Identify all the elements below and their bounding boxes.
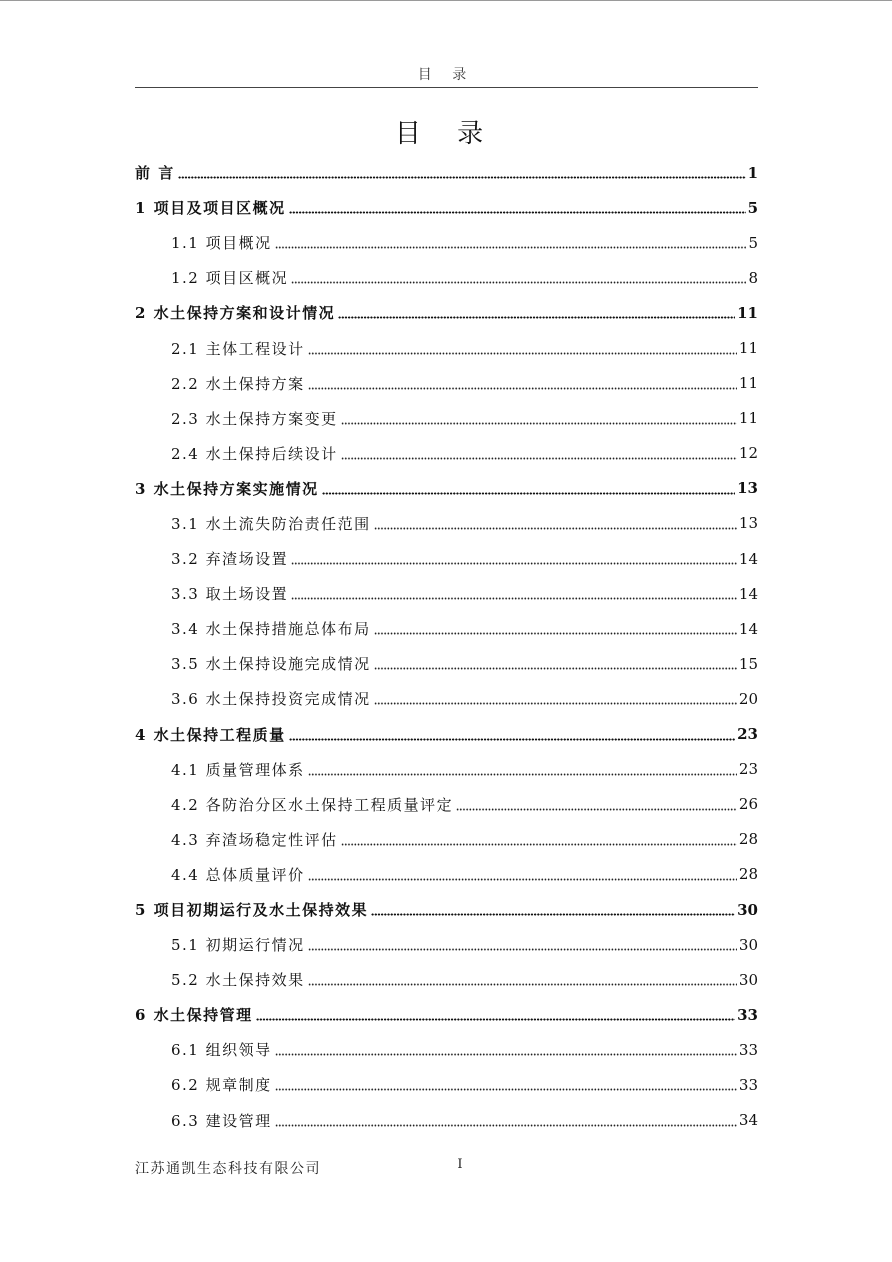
toc-dot-leader xyxy=(178,165,746,180)
page-title: 目 录 xyxy=(394,119,498,149)
toc-entry-label: 2.2 水土保持方案 xyxy=(171,374,305,393)
toc-section-entry[interactable] xyxy=(135,401,758,436)
table-of-contents xyxy=(135,155,758,1138)
toc-entry-page: 33 xyxy=(738,1075,758,1094)
toc-section-entry[interactable] xyxy=(135,962,758,997)
toc-entry-label: 6.2 规章制度 xyxy=(171,1076,272,1095)
toc-entry-label: 5.2 水土保持效果 xyxy=(171,971,305,990)
footer-company: 江苏通凯生态科技有限公司 xyxy=(135,1161,321,1177)
toc-entry-page: 34 xyxy=(738,1111,758,1130)
toc-entry-label: 2.4 水土保持后续设计 xyxy=(171,444,338,463)
toc-entry-label: 1 项目及项目区概况 xyxy=(135,199,286,218)
toc-entry-label: 3.6 水土保持投资完成情况 xyxy=(171,690,371,709)
toc-dot-leader xyxy=(371,902,735,917)
toc-entry-label: 4 水土保持工程质量 xyxy=(135,725,286,744)
footer-page-number: I xyxy=(457,1157,463,1172)
toc-entry-page: 14 xyxy=(738,584,758,603)
toc-dot-leader xyxy=(289,727,735,742)
toc-section-entry[interactable] xyxy=(135,541,758,576)
toc-entry-page: 33 xyxy=(738,1040,758,1059)
toc-section-entry[interactable] xyxy=(135,366,758,401)
header-rule xyxy=(135,87,758,88)
toc-section-entry[interactable] xyxy=(135,1103,758,1138)
toc-entry-page: 11 xyxy=(737,303,758,322)
toc-dot-leader xyxy=(308,341,737,356)
toc-entry-label: 2.1 主体工程设计 xyxy=(171,339,305,358)
toc-chapter-entry[interactable] xyxy=(135,190,758,225)
toc-entry-label: 6 水土保持管理 xyxy=(135,1006,253,1025)
toc-dot-leader xyxy=(289,200,746,215)
toc-entry-label: 1.1 项目概况 xyxy=(171,234,272,253)
toc-section-entry[interactable] xyxy=(135,506,758,541)
toc-entry-page: 11 xyxy=(738,409,758,428)
toc-entry-page: 14 xyxy=(738,619,758,638)
toc-entry-page: 11 xyxy=(738,374,758,393)
toc-entry-page: 33 xyxy=(737,1005,758,1024)
running-header: 目 录 xyxy=(417,67,475,83)
toc-dot-leader xyxy=(322,481,735,496)
toc-entry-page: 5 xyxy=(747,198,758,217)
toc-chapter-entry[interactable] xyxy=(135,892,758,927)
toc-dot-leader xyxy=(308,972,737,987)
toc-entry-page: 15 xyxy=(738,654,758,673)
toc-section-entry[interactable] xyxy=(135,225,758,260)
page-top-border xyxy=(0,0,892,1)
toc-entry-page: 28 xyxy=(738,830,758,849)
toc-entry-label: 2.3 水土保持方案变更 xyxy=(171,409,338,428)
toc-section-entry[interactable] xyxy=(135,1067,758,1102)
toc-chapter-entry[interactable] xyxy=(135,295,758,330)
toc-entry-page: 5 xyxy=(748,233,758,252)
toc-entry-label: 3.1 水土流失防治责任范围 xyxy=(171,514,371,533)
toc-entry-label: 2 水土保持方案和设计情况 xyxy=(135,304,336,323)
toc-dot-leader xyxy=(338,305,735,320)
toc-dot-leader xyxy=(275,1113,737,1128)
toc-dot-leader xyxy=(275,1042,737,1057)
toc-entry-label: 3.4 水土保持措施总体布局 xyxy=(171,620,371,639)
toc-entry-page: 1 xyxy=(747,163,758,182)
toc-dot-leader xyxy=(456,797,737,812)
toc-dot-leader xyxy=(308,937,737,952)
toc-chapter-entry[interactable] xyxy=(135,155,758,190)
toc-dot-leader xyxy=(374,691,737,706)
toc-section-entry[interactable] xyxy=(135,1032,758,1067)
toc-dot-leader xyxy=(256,1007,735,1022)
toc-entry-page: 11 xyxy=(738,339,758,358)
toc-entry-label: 6.1 组织领导 xyxy=(171,1041,272,1060)
toc-section-entry[interactable] xyxy=(135,576,758,611)
toc-entry-page: 14 xyxy=(738,549,758,568)
toc-dot-leader xyxy=(308,867,737,882)
toc-dot-leader xyxy=(291,551,737,566)
toc-section-entry[interactable] xyxy=(135,927,758,962)
toc-dot-leader xyxy=(291,270,746,285)
toc-chapter-entry[interactable] xyxy=(135,471,758,506)
toc-dot-leader xyxy=(291,586,737,601)
toc-dot-leader xyxy=(341,446,737,461)
toc-section-entry[interactable] xyxy=(135,857,758,892)
toc-dot-leader xyxy=(275,1077,737,1092)
toc-section-entry[interactable] xyxy=(135,646,758,681)
toc-entry-page: 23 xyxy=(738,760,758,779)
toc-dot-leader xyxy=(374,516,737,531)
toc-chapter-entry[interactable] xyxy=(135,717,758,752)
toc-dot-leader xyxy=(308,376,737,391)
toc-section-entry[interactable] xyxy=(135,611,758,646)
toc-entry-label: 前 言 xyxy=(135,164,175,183)
toc-entry-page: 30 xyxy=(737,900,758,919)
toc-entry-label: 4.1 质量管理体系 xyxy=(171,760,305,779)
toc-dot-leader xyxy=(275,235,747,250)
toc-entry-label: 1.2 项目区概况 xyxy=(171,269,289,288)
toc-entry-label: 3.3 取土场设置 xyxy=(171,585,289,604)
toc-section-entry[interactable] xyxy=(135,681,758,716)
toc-entry-label: 5.1 初期运行情况 xyxy=(171,936,305,955)
toc-entry-label: 4.3 弃渣场稳定性评估 xyxy=(171,830,338,849)
toc-section-entry[interactable] xyxy=(135,752,758,787)
toc-chapter-entry[interactable] xyxy=(135,997,758,1032)
toc-entry-page: 8 xyxy=(748,268,758,287)
toc-entry-page: 30 xyxy=(738,935,758,954)
toc-entry-page: 30 xyxy=(738,970,758,989)
toc-entry-label: 3 水土保持方案实施情况 xyxy=(135,479,319,498)
toc-section-entry[interactable] xyxy=(135,260,758,295)
toc-dot-leader xyxy=(341,832,737,847)
toc-entry-label: 5 项目初期运行及水土保持效果 xyxy=(135,901,369,920)
toc-entry-label: 4.2 各防治分区水土保持工程质量评定 xyxy=(171,795,454,814)
toc-entry-label: 6.3 建设管理 xyxy=(171,1111,272,1130)
toc-entry-page: 20 xyxy=(738,689,758,708)
toc-entry-label: 3.5 水土保持设施完成情况 xyxy=(171,655,371,674)
toc-entry-page: 13 xyxy=(738,514,758,533)
toc-entry-page: 12 xyxy=(738,444,758,463)
toc-section-entry[interactable] xyxy=(135,822,758,857)
toc-section-entry[interactable] xyxy=(135,330,758,365)
toc-section-entry[interactable] xyxy=(135,436,758,471)
toc-entry-page: 23 xyxy=(737,725,758,744)
toc-entry-page: 26 xyxy=(738,795,758,814)
toc-dot-leader xyxy=(374,656,737,671)
toc-dot-leader xyxy=(374,621,737,636)
toc-entry-page: 28 xyxy=(738,865,758,884)
toc-dot-leader xyxy=(308,762,737,777)
toc-entry-label: 4.4 总体质量评价 xyxy=(171,865,305,884)
toc-entry-page: 13 xyxy=(737,479,758,498)
toc-entry-label: 3.2 弃渣场设置 xyxy=(171,550,289,569)
toc-section-entry[interactable] xyxy=(135,787,758,822)
toc-dot-leader xyxy=(341,411,737,426)
